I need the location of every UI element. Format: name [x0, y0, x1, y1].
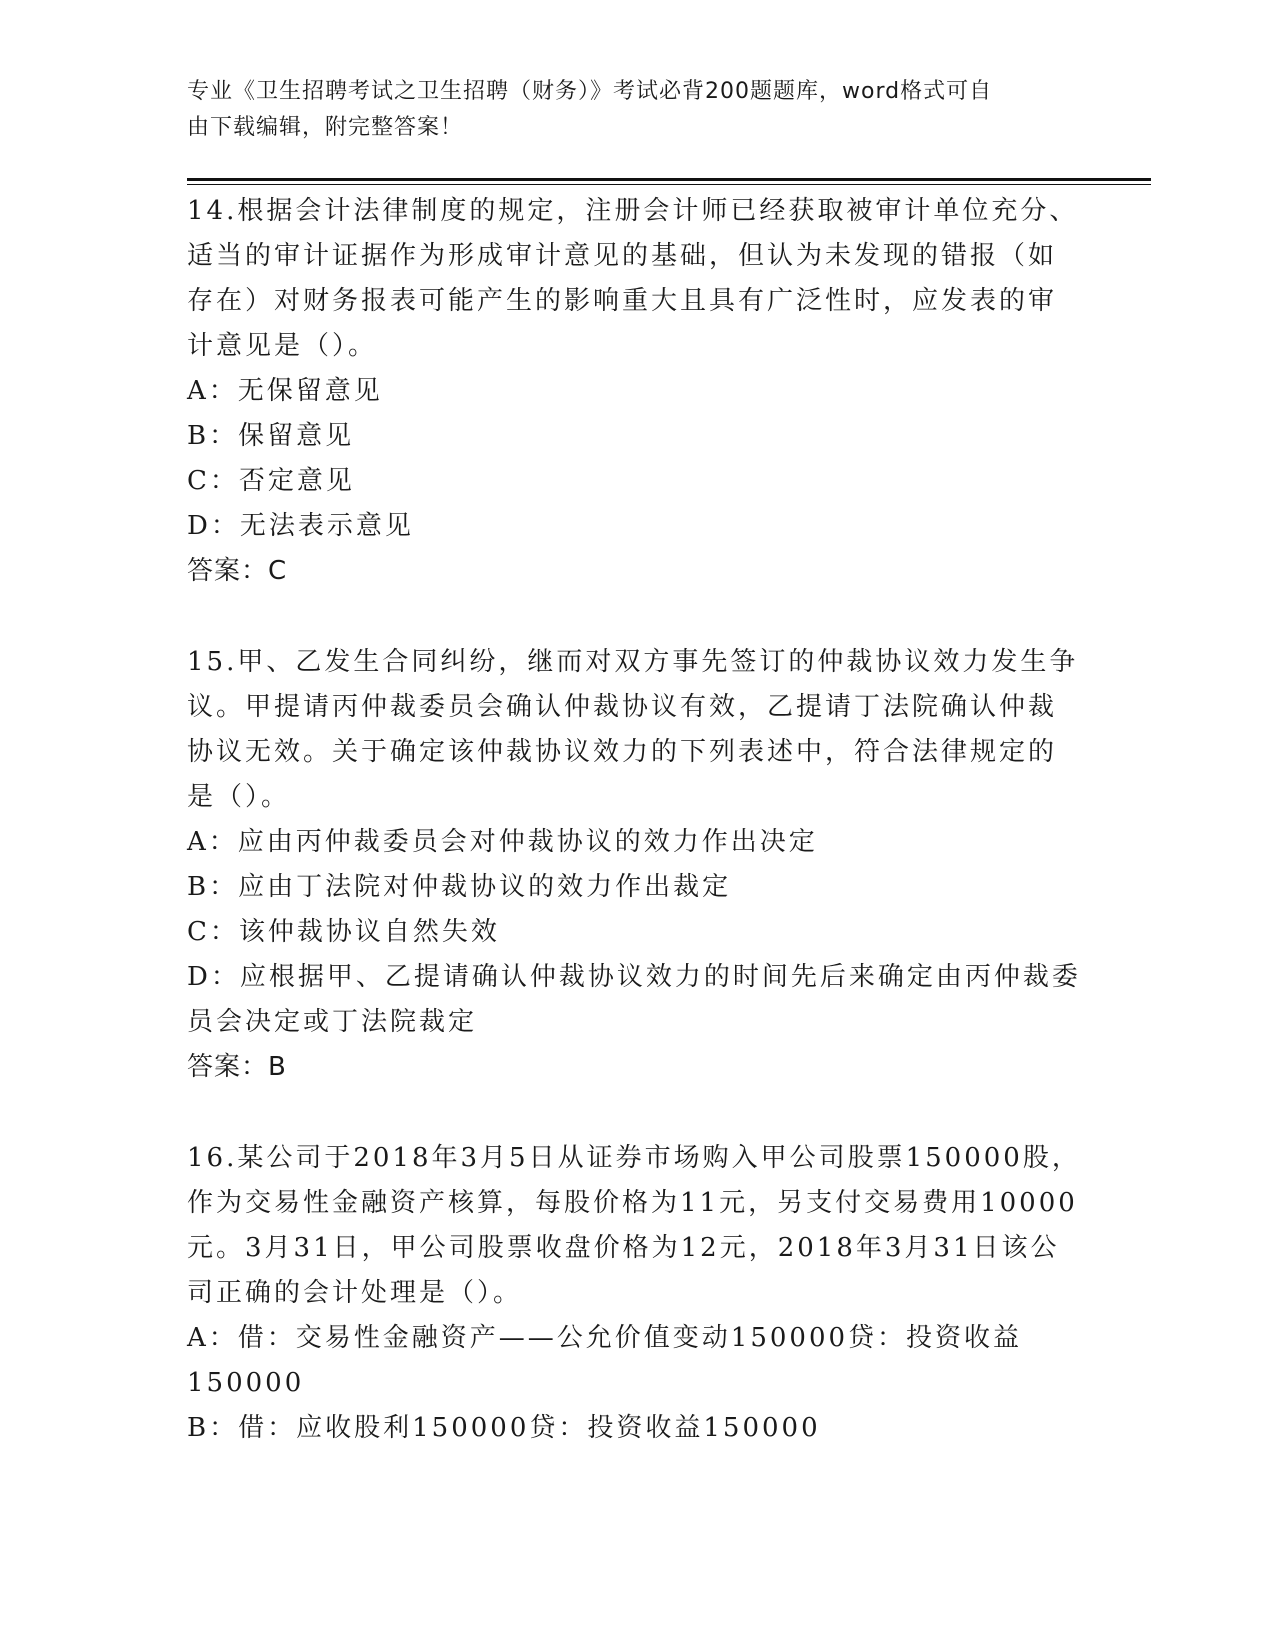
question-text: 14.根据会计法律制度的规定，注册会计师已经获取被审计单位充分、: [187, 196, 1079, 226]
question-text: 是（）。: [187, 782, 291, 812]
question-text: 16.某公司于2018年3月5日从证券市场购入甲公司股票150000股，: [187, 1143, 1081, 1173]
option-a: A：无保留意见: [187, 376, 383, 406]
option-a-continued: 150000: [187, 1368, 305, 1398]
option-d: D：无法表示意见: [187, 511, 414, 541]
question-15: [187, 640, 1081, 1090]
question-text: 计意见是（）。: [187, 331, 378, 361]
option-d: D：应根据甲、乙提请确认仲裁协议效力的时间先后来确定由丙仲裁委: [187, 962, 1081, 992]
question-text: 元。3月31日，甲公司股票收盘价格为12元，2018年3月31日该公: [187, 1233, 1060, 1263]
page-header: [187, 74, 1067, 146]
question-text: 适当的审计证据作为形成审计意见的基础，但认为未发现的错报（如: [187, 241, 1058, 271]
option-d-continued: 员会决定或丁法院裁定: [187, 1007, 478, 1037]
question-text: 作为交易性金融资产核算，每股价格为11元，另支付交易费用10000: [187, 1188, 1078, 1218]
option-b: B：保留意见: [187, 421, 355, 451]
option-c: C：否定意见: [187, 466, 355, 496]
question-text: 议。甲提请丙仲裁委员会确认仲裁协议有效，乙提请丁法院确认仲裁: [187, 692, 1058, 722]
header-divider: [187, 178, 1151, 181]
question-text: 司正确的会计处理是（）。: [187, 1278, 523, 1308]
header-line: 专业《卫生招聘考试之卫生招聘（财务）》考试必背200题题库，word格式可自: [187, 79, 993, 104]
option-a: A：借：交易性金融资产——公允价值变动150000贷：投资收益: [187, 1323, 1023, 1353]
question-list: [187, 189, 1081, 1497]
question-text: 15.甲、乙发生合同纠纷，继而对双方事先签订的仲裁协议效力发生争: [187, 647, 1079, 677]
option-a: A：应由丙仲裁委员会对仲裁协议的效力作出决定: [187, 827, 818, 857]
question-16: [187, 1136, 1081, 1451]
option-b: B：应由丁法院对仲裁协议的效力作出裁定: [187, 872, 732, 902]
option-c: C：该仲裁协议自然失效: [187, 917, 500, 947]
option-b: B：借：应收股利150000贷：投资收益150000: [187, 1413, 821, 1443]
question-text: 存在）对财务报表可能产生的影响重大且具有广泛性时，应发表的审: [187, 286, 1058, 316]
question-14: [187, 189, 1077, 594]
header-divider-thin: [187, 184, 1151, 185]
header-line: 由下载编辑，附完整答案！: [187, 115, 464, 140]
answer-label: 答案：B: [187, 1052, 287, 1082]
question-text: 协议无效。关于确定该仲裁协议效力的下列表述中，符合法律规定的: [187, 737, 1058, 767]
answer-label: 答案：C: [187, 556, 288, 586]
